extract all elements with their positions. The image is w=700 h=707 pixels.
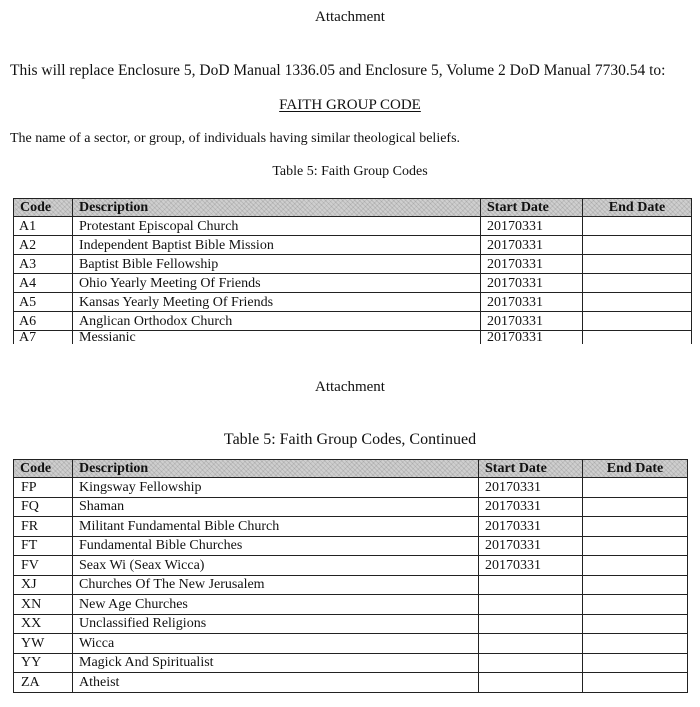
code-cell: YW — [14, 634, 73, 654]
attachment-title-continued: Attachment — [315, 379, 385, 395]
start-date-cell: 20170331 — [481, 293, 583, 312]
start-date-cell: 20170331 — [481, 312, 583, 331]
description-cell: Seax Wi (Seax Wicca) — [73, 556, 479, 576]
end-date-cell — [583, 517, 688, 537]
table-row — [14, 595, 688, 615]
description-cell: Independent Baptist Bible Mission — [73, 236, 481, 255]
description-cell: Magick And Spiritualist — [73, 653, 479, 673]
start-date-cell: 20170331 — [481, 274, 583, 293]
start-date-cell — [479, 673, 583, 693]
start-date-cell — [479, 634, 583, 654]
start-date-cell — [479, 653, 583, 673]
description-cell: Churches Of The New Jerusalem — [73, 575, 479, 595]
code-cell: FV — [14, 556, 73, 576]
code-cell: A2 — [14, 236, 73, 255]
description-cell: Anglican Orthodox Church — [73, 312, 481, 331]
start-date-cell — [479, 614, 583, 634]
start-date-cell: 20170331 — [481, 255, 583, 274]
code-cell: A1 — [14, 217, 73, 236]
section-heading: FAITH GROUP CODE — [279, 97, 421, 113]
description-cell: Protestant Episcopal Church — [73, 217, 481, 236]
description-cell: Kingsway Fellowship — [73, 478, 479, 498]
start-date-cell — [479, 575, 583, 595]
table-row — [14, 312, 692, 331]
end-date-cell — [583, 595, 688, 615]
description-cell: Atheist — [73, 673, 479, 693]
faith-group-codes-table — [13, 198, 692, 344]
end-date-cell — [583, 673, 688, 693]
description-cell: Baptist Bible Fellowship — [73, 255, 481, 274]
column-header-end-date: End Date — [583, 460, 688, 478]
table-row — [14, 236, 692, 255]
table-row — [14, 274, 692, 293]
start-date-cell: 20170331 — [479, 536, 583, 556]
code-cell: FQ — [14, 497, 73, 517]
end-date-cell — [583, 255, 692, 274]
end-date-cell — [583, 236, 692, 255]
start-date-cell: 20170331 — [479, 556, 583, 576]
table-caption: Table 5: Faith Group Codes — [272, 164, 428, 179]
faith-group-codes-table-continued — [13, 459, 688, 693]
start-date-cell: 20170331 — [479, 497, 583, 517]
start-date-cell: 20170331 — [481, 217, 583, 236]
description-cell: Kansas Yearly Meeting Of Friends — [73, 293, 481, 312]
table-row — [14, 536, 688, 556]
table-row — [14, 556, 688, 576]
table-row — [14, 614, 688, 634]
description-cell: Militant Fundamental Bible Church — [73, 517, 479, 537]
column-header-code: Code — [14, 199, 73, 217]
column-header-end-date: End Date — [583, 199, 692, 217]
start-date-cell: 20170331 — [481, 331, 583, 345]
end-date-cell — [583, 497, 688, 517]
attachment-title: Attachment — [315, 9, 385, 25]
definition-text: The name of a sector, or group, of individuals having similar theological beliefs. — [10, 131, 461, 146]
code-cell: ZA — [14, 673, 73, 693]
table-row — [14, 478, 688, 498]
table-row — [14, 293, 692, 312]
start-date-cell — [479, 595, 583, 615]
end-date-cell — [583, 274, 692, 293]
code-cell: XJ — [14, 575, 73, 595]
end-date-cell — [583, 478, 688, 498]
table-header-row — [14, 460, 688, 478]
column-header-description: Description — [73, 199, 481, 217]
column-header-description: Description — [73, 460, 479, 478]
end-date-cell — [583, 312, 692, 331]
start-date-cell: 20170331 — [479, 478, 583, 498]
end-date-cell — [583, 217, 692, 236]
end-date-cell — [583, 556, 688, 576]
table-header-row — [14, 199, 692, 217]
code-cell: A6 — [14, 312, 73, 331]
end-date-cell — [583, 331, 692, 345]
code-cell: FR — [14, 517, 73, 537]
description-cell: Unclassified Religions — [73, 614, 479, 634]
end-date-cell — [583, 653, 688, 673]
code-cell: A3 — [14, 255, 73, 274]
table-row — [14, 497, 688, 517]
code-cell: A5 — [14, 293, 73, 312]
description-cell: Shaman — [73, 497, 479, 517]
table-row — [14, 673, 688, 693]
end-date-cell — [583, 536, 688, 556]
description-cell: New Age Churches — [73, 595, 479, 615]
table-row — [14, 575, 688, 595]
code-cell: A7 — [14, 331, 73, 345]
table-row — [14, 331, 692, 345]
code-cell: YY — [14, 653, 73, 673]
end-date-cell — [583, 293, 692, 312]
table-row — [14, 517, 688, 537]
column-header-code: Code — [14, 460, 73, 478]
start-date-cell: 20170331 — [481, 236, 583, 255]
code-cell: XX — [14, 614, 73, 634]
description-cell: Wicca — [73, 634, 479, 654]
end-date-cell — [583, 575, 688, 595]
table-row — [14, 634, 688, 654]
code-cell: XN — [14, 595, 73, 615]
end-date-cell — [583, 614, 688, 634]
table-caption-continued: Table 5: Faith Group Codes, Continued — [223, 431, 477, 448]
table-row — [14, 653, 688, 673]
code-cell: FP — [14, 478, 73, 498]
column-header-start-date: Start Date — [479, 460, 583, 478]
code-cell: A4 — [14, 274, 73, 293]
description-cell: Messianic — [73, 331, 481, 345]
start-date-cell: 20170331 — [479, 517, 583, 537]
description-cell: Ohio Yearly Meeting Of Friends — [73, 274, 481, 293]
description-cell: Fundamental Bible Churches — [73, 536, 479, 556]
code-cell: FT — [14, 536, 73, 556]
replacement-statement: This will replace Enclosure 5, DoD Manual 1336.05 and Enclosure 5, Volume 2 DoD Manual 7730.54 to: — [10, 62, 666, 79]
end-date-cell — [583, 634, 688, 654]
table-row — [14, 255, 692, 274]
table-row — [14, 217, 692, 236]
column-header-start-date: Start Date — [481, 199, 583, 217]
